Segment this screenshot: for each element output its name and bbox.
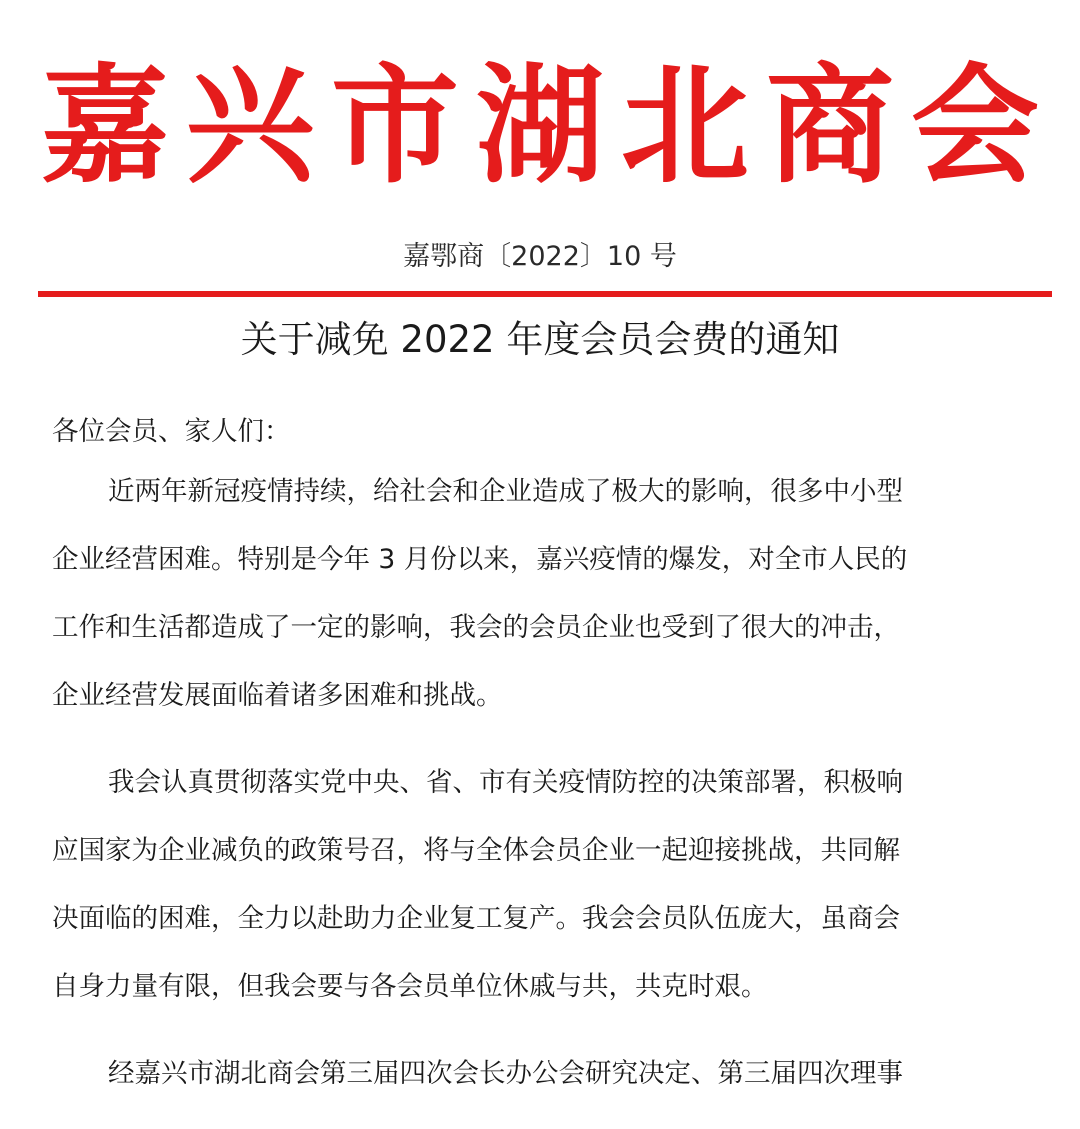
paragraph-3 <box>52 1042 992 1110</box>
paragraph-2 <box>52 751 992 1023</box>
paragraph-line: 企业经营困难。特别是今年 3 月份以来，嘉兴疫情的爆发，对全市人民的 <box>52 544 908 575</box>
document-title: 关于减免 2022 年度会员会费的通知 <box>240 318 840 361</box>
org-name-heading: 嘉兴市湖北商会 <box>40 52 1056 201</box>
paragraph-line: 自身力量有限，但我会要与各会员单位休戚与共，共克时艰。 <box>52 971 768 1002</box>
salutation: 各位会员、家人们： <box>52 416 291 447</box>
paragraph-1 <box>52 460 992 732</box>
red-divider-line <box>38 291 1052 297</box>
paragraph-line: 工作和生活都造成了一定的影响，我会的会员企业也受到了很大的冲击， <box>52 612 900 643</box>
paragraph-line: 近两年新冠疫情持续，给社会和企业造成了极大的影响，很多中小型 <box>108 476 903 507</box>
document-body <box>52 404 992 1129</box>
paragraph-line: 企业经营发展面临着诸多困难和挑战。 <box>52 680 503 711</box>
paragraph-line: 应国家为企业减负的政策号召，将与全体会员企业一起迎接挑战，共同解 <box>52 835 900 866</box>
paragraph-line: 我会认真贯彻落实党中央、省、市有关疫情防控的决策部署，积极响 <box>108 767 903 798</box>
document-number: 嘉鄂商〔2022〕10 号 <box>403 241 677 272</box>
paragraph-line: 经嘉兴市湖北商会第三届四次会长办公会研究决定、第三届四次理事 <box>108 1058 903 1089</box>
paragraph-line: 决面临的困难，全力以赴助力企业复工复产。我会会员队伍庞大，虽商会 <box>52 903 900 934</box>
